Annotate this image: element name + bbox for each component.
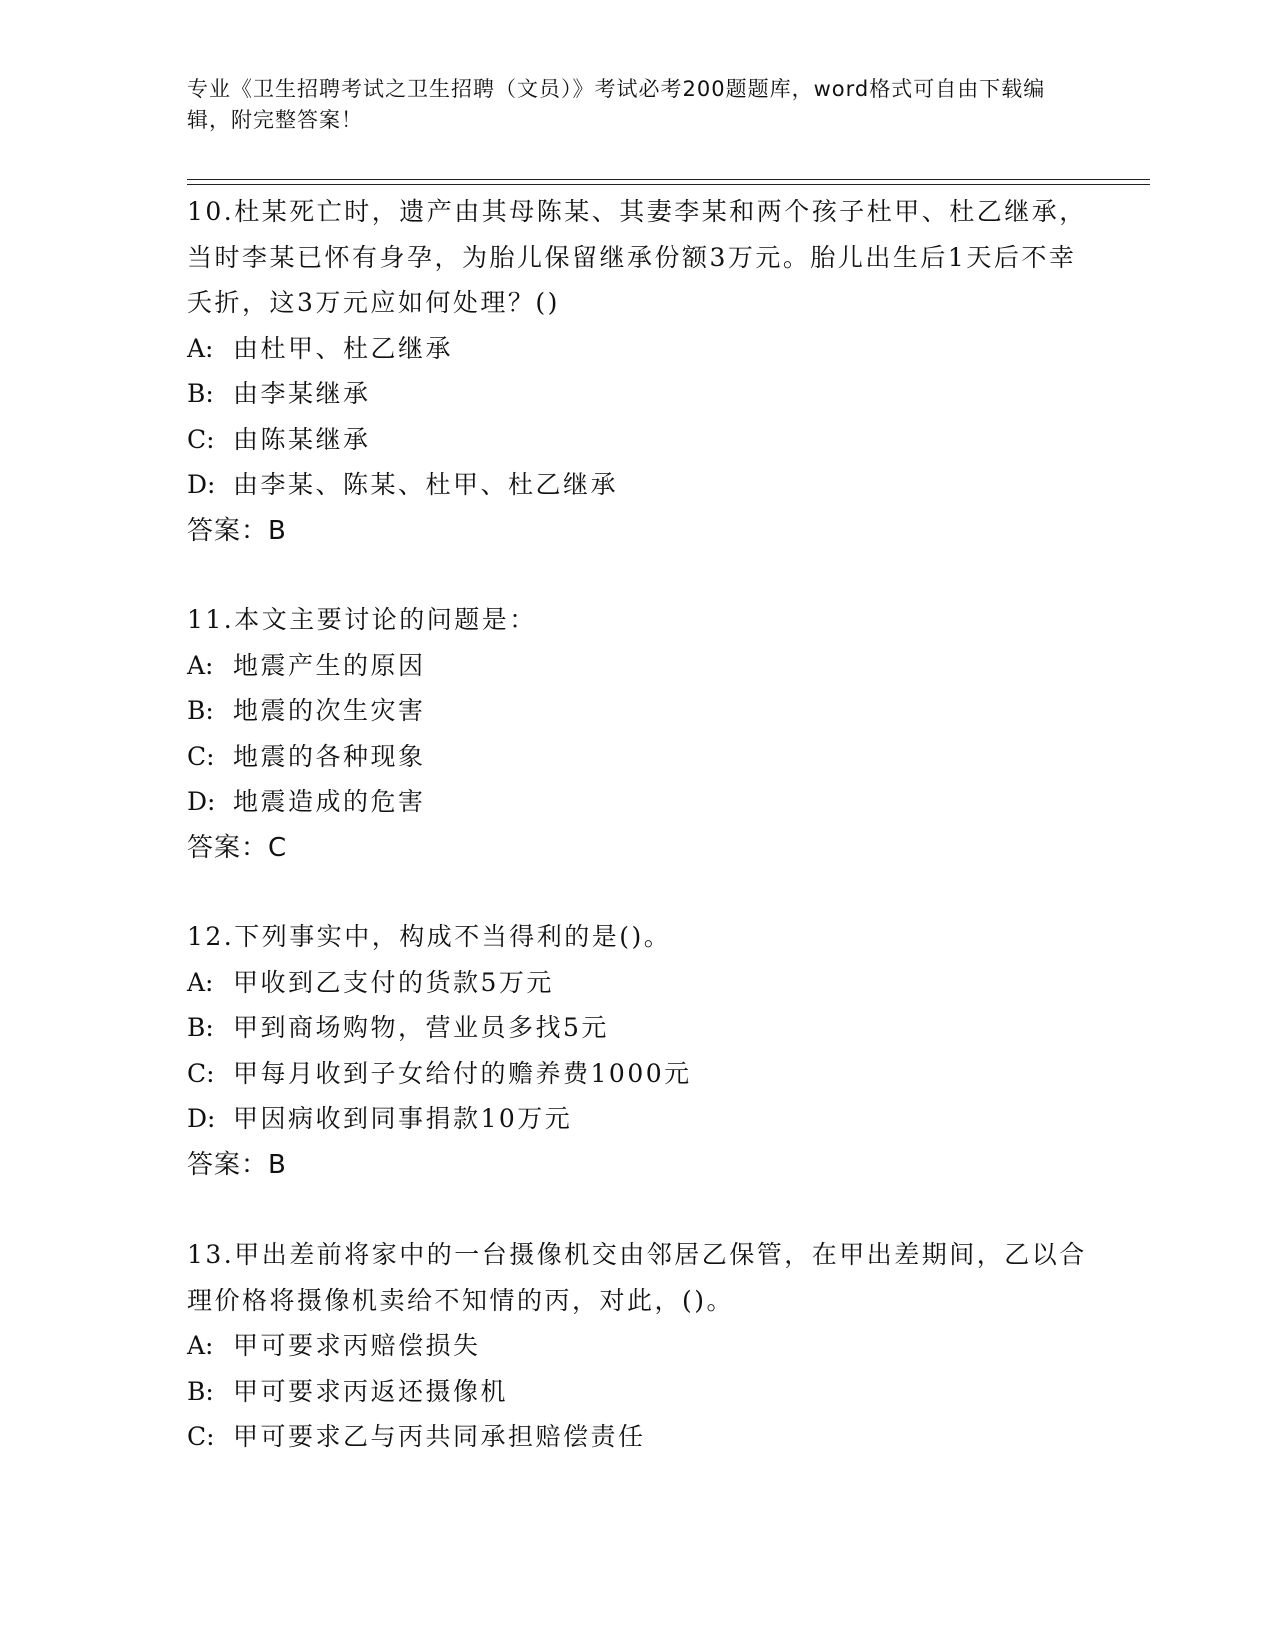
question-12 [187,914,1087,1188]
option-letter: D: [187,470,216,499]
option-letter: A: [187,967,214,997]
option-letter: D: [187,787,216,816]
option-letter: C: [187,1058,215,1088]
option-letter: C: [187,1422,215,1451]
question-text: 12.下列事实中，构成不当得利的是()。 [187,922,672,951]
option-text: 由陈某继承 [233,424,371,454]
option-b [187,1005,1087,1051]
option-letter: A: [187,650,214,680]
option-text: 地震的次生灾害 [233,696,426,725]
option-letter: B: [187,1376,214,1406]
option-text: 甲到商场购物，营业员多找5元 [233,1013,609,1042]
option-text: 甲收到乙支付的货款5万元 [233,967,554,997]
question-11 [187,597,1087,871]
option-text: 由李某继承 [233,379,371,408]
option-letter: B: [187,379,214,408]
option-text: 地震产生的原因 [233,650,426,680]
question-text: 10.杜某死亡时，遗产由其母陈某、其妻李某和两个孩子杜甲、杜乙继承，当时李某已怀有身孕，为胎儿保留继承份额3万元。胎儿出生后1天后不幸夭折，这3万元应如何处理？() [187,197,1087,317]
option-text: 甲可要求丙返还摄像机 [233,1376,509,1406]
option-d [187,462,1087,508]
question-10 [187,189,1087,554]
document-header: 专业《卫生招聘考试之卫生招聘（文员）》考试必考200题题库，word格式可自由下载编辑，附完整答案！ [187,77,1046,132]
answer-line [187,1142,1087,1188]
option-a [187,643,1087,689]
option-d [187,1096,1087,1142]
option-text: 由杜甲、杜乙继承 [233,333,454,363]
option-letter: B: [187,1013,214,1042]
option-text: 甲可要求丙赔偿损失 [233,1331,481,1360]
option-c [187,734,1087,780]
option-letter: C: [187,424,215,454]
option-a [187,960,1087,1006]
header-divider-top [187,179,1150,180]
option-b [187,371,1087,417]
option-text: 甲每月收到子女给付的赡养费1000元 [233,1058,692,1088]
question-13 [187,1232,1087,1460]
option-text: 甲因病收到同事捐款10万元 [233,1104,573,1133]
option-c [187,417,1087,463]
option-b [187,688,1087,734]
option-a [187,326,1087,372]
question-text: 13.甲出差前将家中的一台摄像机交由邻居乙保管，在甲出差期间，乙以合理价格将摄像机卖给不知情的丙，对此，()。 [187,1240,1087,1315]
option-letter: D: [187,1104,216,1133]
answer-value: B [268,515,287,546]
header-divider-bottom [187,184,1150,185]
option-c [187,1051,1087,1097]
option-letter: A: [187,333,214,363]
option-d [187,779,1087,825]
answer-label: 答案： [187,832,269,863]
option-letter: B: [187,696,214,725]
option-text: 甲可要求乙与丙共同承担赔偿责任 [233,1422,646,1451]
option-text: 地震造成的危害 [233,787,426,816]
option-letter: A: [187,1331,214,1360]
option-c [187,1414,1087,1460]
answer-label: 答案： [187,515,269,546]
question-text: 11.本文主要讨论的问题是： [187,605,537,634]
option-a [187,1323,1087,1369]
option-b [187,1369,1087,1415]
answer-value: B [268,1149,287,1180]
answer-line [187,508,1087,554]
answer-label: 答案： [187,1149,269,1180]
option-letter: C: [187,741,215,771]
option-text: 由李某、陈某、杜甲、杜乙继承 [233,470,619,499]
answer-line [187,825,1087,871]
option-text: 地震的各种现象 [233,741,426,771]
answer-value: C [268,832,288,863]
